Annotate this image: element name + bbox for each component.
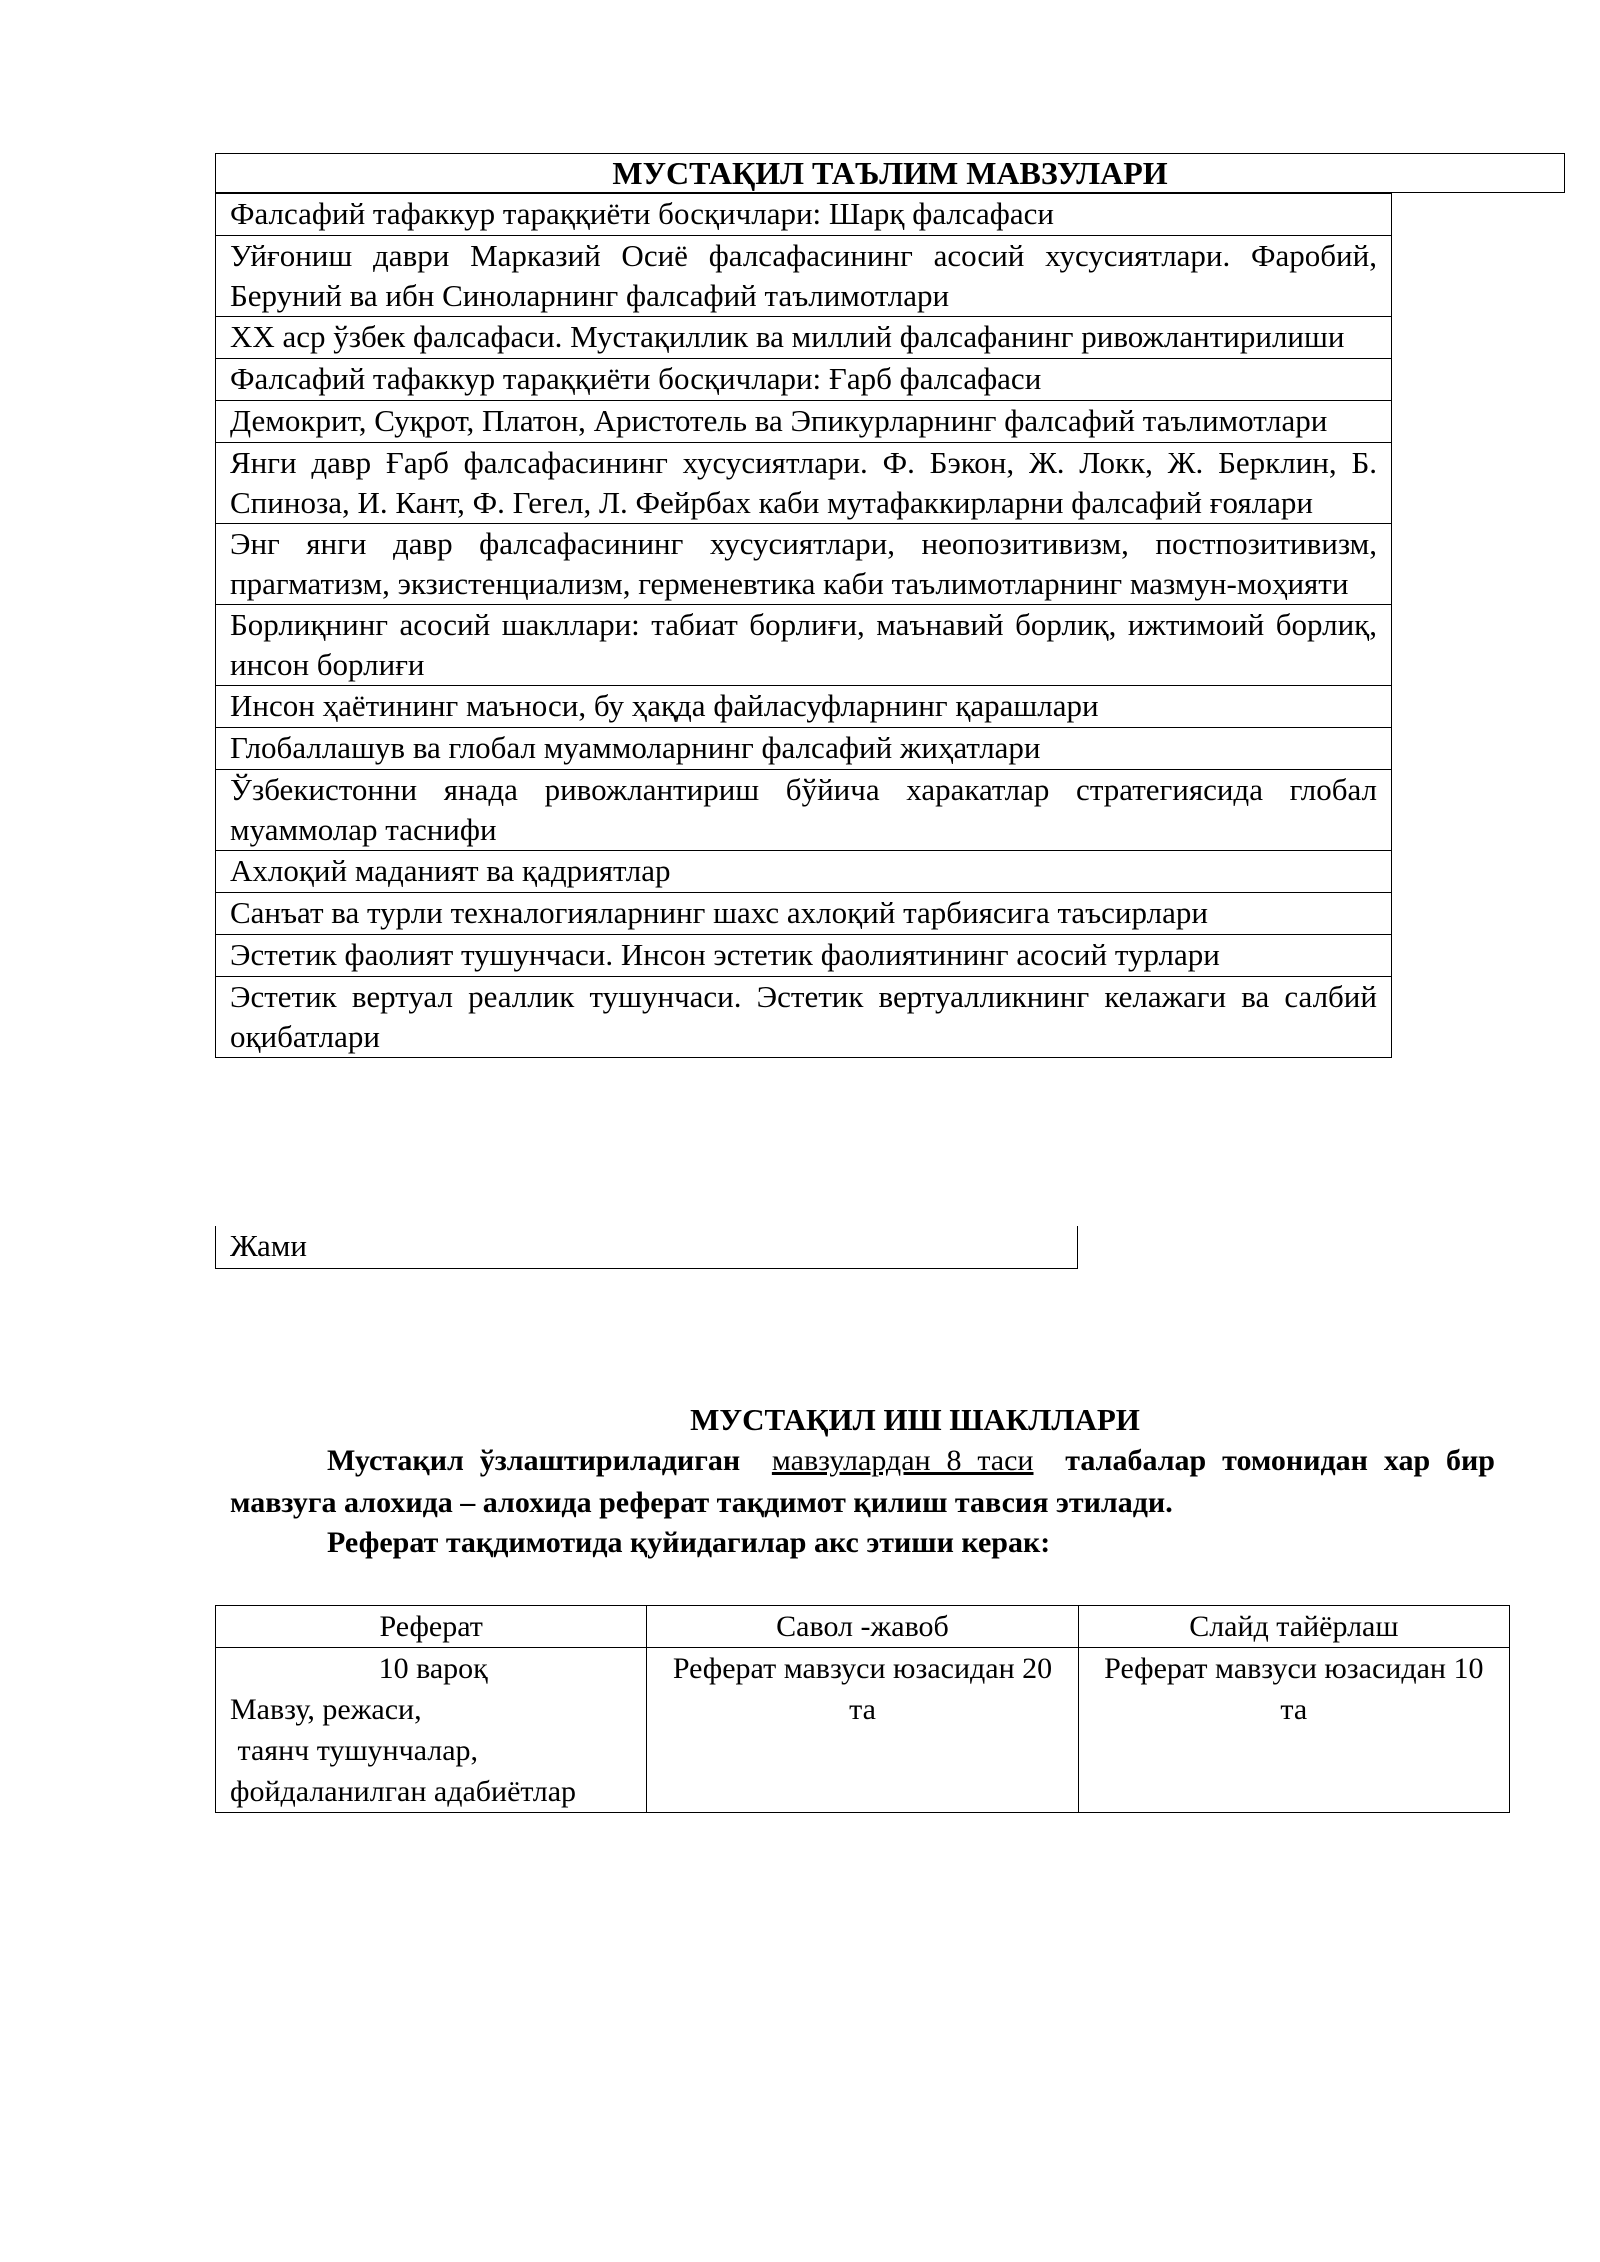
topics-table [215, 193, 1392, 1058]
table-header-row [216, 1606, 1510, 1648]
topic-cell: Энг янги давр фалсафасининг хусусиятлари, неопозитивизм, постпозитивизм, прагматизм, экзистенциализм, герменевтика каби таълимотларнинг мазмун-моҳияти [216, 524, 1392, 605]
referat-line: Мавзу, режаси, [230, 1693, 422, 1726]
header-qa: Савол -жавоб [647, 1606, 1078, 1648]
instruction-end: талабалар томонидан хар бир мавзуга алохида – алохида реферат тақдимот қилиш тавсия этилади. [230, 1444, 1495, 1519]
topic-cell: Уйғониш даври Марказий Осиё фалсафасининг асосий хусусиятлари. Фаробий, Беруний ва ибн Синоларнинг фалсафий таълимотлари [216, 236, 1392, 317]
referat-line: фойдаланилган адабиётлар [230, 1775, 577, 1808]
instruction-start: Мустақил ўзлаштириладиган [327, 1444, 741, 1477]
instruction-underlined: мавзулардан 8 таси [771, 1444, 1034, 1477]
table-row [216, 236, 1392, 317]
topic-cell: Янги давр Ғарб фалсафасининг хусусиятлари. Ф. Бэкон, Ж. Локк, Ж. Берклин, Б. Спиноза, И. Кант, Ф. Гегел, Л. Фейрбах каби мутафаккирларни фалсафий ғоялари [216, 443, 1392, 524]
slides-cell: Реферат мавзуси юзасидан 10 та [1078, 1648, 1509, 1813]
qa-cell: Реферат мавзуси юзасидан 20 та [647, 1648, 1078, 1813]
header-slides: Слайд тайёрлаш [1078, 1606, 1509, 1648]
referat-cell [216, 1648, 647, 1813]
topic-cell: Демокрит, Суқрот, Платон, Аристотель ва Эпикурларнинг фалсафий таълимотлари [216, 401, 1392, 443]
table-row [216, 359, 1392, 401]
referat-pages: 10 вароқ [378, 1652, 488, 1685]
topic-cell: Санъат ва турли техналогияларнинг шахс ахлоқий тарбиясига таъсирлари [216, 893, 1392, 935]
table-row [216, 893, 1392, 935]
referat-line: таянч тушунчалар, [230, 1734, 479, 1767]
topic-cell: Эстетик вертуал реаллик тушунчаси. Эстетик вертуалликнинг келажаги ва салбий оқибатлари [216, 977, 1392, 1058]
header-referat: Реферат [216, 1606, 647, 1648]
work-forms-title: МУСТАҚИЛ ИШ ШАКЛЛАРИ [690, 1402, 1140, 1437]
table-row [216, 851, 1392, 893]
topic-cell: Инсон ҳаётининг маъноси, бу ҳақда файласуфларнинг қарашлари [216, 686, 1392, 728]
topics-title: МУСТАҚИЛ ТАЪЛИМ МАВЗУЛАРИ [215, 153, 1565, 193]
topic-cell: Ўзбекистонни янада ривожлантириш бўйича харакатлар стратегиясида глобал муаммолар таснифи [216, 770, 1392, 851]
table-row [216, 401, 1392, 443]
topic-cell: Борлиқнинг асосий шакллари: табиат борлиғи, маънавий борлиқ, ижтимоий борлиқ, инсон борлиғи [216, 605, 1392, 686]
requirements-paragraph: Реферат тақдимотида қуйидагилар акс этиши керак: [327, 1526, 1051, 1559]
topic-cell: Эстетик фаолият тушунчаси. Инсон эстетик фаолиятининг асосий турлари [216, 935, 1392, 977]
topic-cell: Глобаллашув ва глобал муаммоларнинг фалсафий жиҳатлари [216, 728, 1392, 770]
table-row [216, 686, 1392, 728]
table-row [216, 194, 1392, 236]
topic-cell: Ахлоқий маданият ва қадриятлар [216, 851, 1392, 893]
table-row [216, 317, 1392, 359]
work-forms-table [215, 1605, 1510, 1813]
table-row [216, 605, 1392, 686]
topic-cell: XX аср ўзбек фалсафаси. Мустақиллик ва миллий фалсафанинг ривожлантирилиши [216, 317, 1392, 359]
instruction-paragraph [230, 1440, 1495, 1524]
total-row: Жами [215, 1226, 1078, 1269]
table-row [216, 935, 1392, 977]
topic-cell: Фалсафий тафаккур тараққиёти босқичлари: Ғарб фалсафаси [216, 359, 1392, 401]
table-row [216, 1648, 1510, 1813]
topic-cell: Фалсафий тафаккур тараққиёти босқичлари: Шарқ фалсафаси [216, 194, 1392, 236]
table-row [216, 770, 1392, 851]
table-row [216, 524, 1392, 605]
table-row [216, 977, 1392, 1058]
table-row [216, 443, 1392, 524]
table-row [216, 728, 1392, 770]
